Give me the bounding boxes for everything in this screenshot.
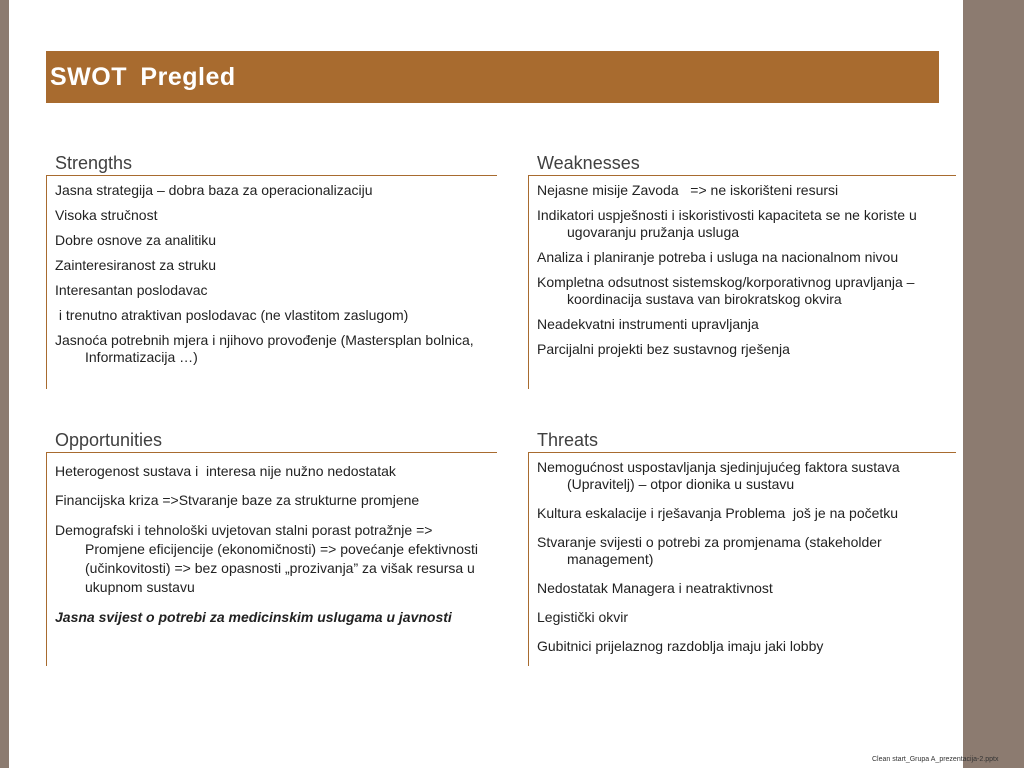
threats-item: Nedostatak Managera i neatraktivnost bbox=[537, 580, 773, 596]
weaknesses-heading: Weaknesses bbox=[537, 153, 640, 173]
strengths-quadrant bbox=[46, 151, 497, 389]
opportunities-quadrant bbox=[46, 428, 497, 666]
title-bar bbox=[46, 51, 939, 103]
threats-quadrant bbox=[528, 428, 956, 666]
footer-filename: Clean start_Grupa A_prezentacija-2.pptx bbox=[872, 756, 999, 763]
threats-list bbox=[528, 452, 956, 666]
strengths-item: i trenutno atraktivan poslodavac (ne vlastitom zaslugom) bbox=[55, 307, 409, 323]
weaknesses-item: Indikatori uspješnosti i iskoristivosti kapaciteta se ne koriste u ugovaranju pružanja usluga bbox=[537, 207, 917, 240]
weaknesses-list bbox=[528, 175, 956, 389]
weaknesses-item: Nejasne misije Zavoda => ne iskorišteni resursi bbox=[537, 182, 839, 198]
strengths-item: Zainteresiranost za struku bbox=[55, 257, 217, 273]
threats-item: Gubitnici prijelaznog razdoblja imaju jaki lobby bbox=[537, 638, 824, 654]
strengths-heading: Strengths bbox=[55, 153, 133, 173]
strengths-item: Jasna strategija – dobra baza za operacionalizaciju bbox=[55, 182, 373, 198]
weaknesses-item: Kompletna odsutnost sistemskog/korporativnog upravljanja – koordinacija sustava van birokratskog okvira bbox=[537, 274, 915, 307]
slide-title: SWOT Pregled bbox=[50, 62, 236, 91]
opportunities-heading: Opportunities bbox=[55, 430, 163, 450]
opportunities-emphasis: Jasna svijest o potrebi za medicinskim uslugama u javnosti bbox=[55, 609, 452, 625]
threats-item: Legistički okvir bbox=[537, 609, 629, 625]
strengths-item: Visoka stručnost bbox=[55, 207, 158, 223]
opportunities-item: Demografski i tehnološki uvjetovan stalni porast potražnje => Promjene eficijencije (ekonomičnosti) => povećanje efektivnosti (učinkovitosti) => bez opasnosti „prozivanja” za višak resursa u ukupnom sustavu bbox=[55, 522, 478, 595]
threats-item: Nemogućnost uspostavljanja sjedinjujućeg faktora sustava (Upravitelj) – otpor dionika u sustavu bbox=[537, 459, 900, 492]
weaknesses-item: Analiza i planiranje potreba i usluga na nacionalnom nivou bbox=[537, 249, 899, 265]
left-side-bar bbox=[0, 0, 9, 768]
weaknesses-quadrant bbox=[528, 151, 956, 389]
threats-item: Stvaranje svijesti o potrebi za promjenama (stakeholder management) bbox=[537, 534, 882, 567]
strengths-item: Interesantan poslodavac bbox=[55, 282, 208, 298]
opportunities-item: Financijska kriza =>Stvaranje baze za strukturne promjene bbox=[55, 492, 420, 508]
right-side-bar bbox=[963, 0, 1024, 768]
strengths-item: Jasnoća potrebnih mjera i njihovo provođenje (Mastersplan bolnica, Informatizacija …) bbox=[55, 332, 474, 365]
opportunities-item: Heterogenost sustava i interesa nije nužno nedostatak bbox=[55, 463, 396, 479]
weaknesses-item: Parcijalni projekti bez sustavnog rješenja bbox=[537, 341, 790, 357]
threats-item: Kultura eskalacije i rješavanja Problema još je na početku bbox=[537, 505, 899, 521]
opportunities-list bbox=[46, 452, 497, 666]
weaknesses-item: Neadekvatni instrumenti upravljanja bbox=[537, 316, 759, 332]
threats-heading: Threats bbox=[537, 430, 599, 450]
strengths-item: Dobre osnove za analitiku bbox=[55, 232, 217, 248]
strengths-list bbox=[46, 175, 497, 389]
